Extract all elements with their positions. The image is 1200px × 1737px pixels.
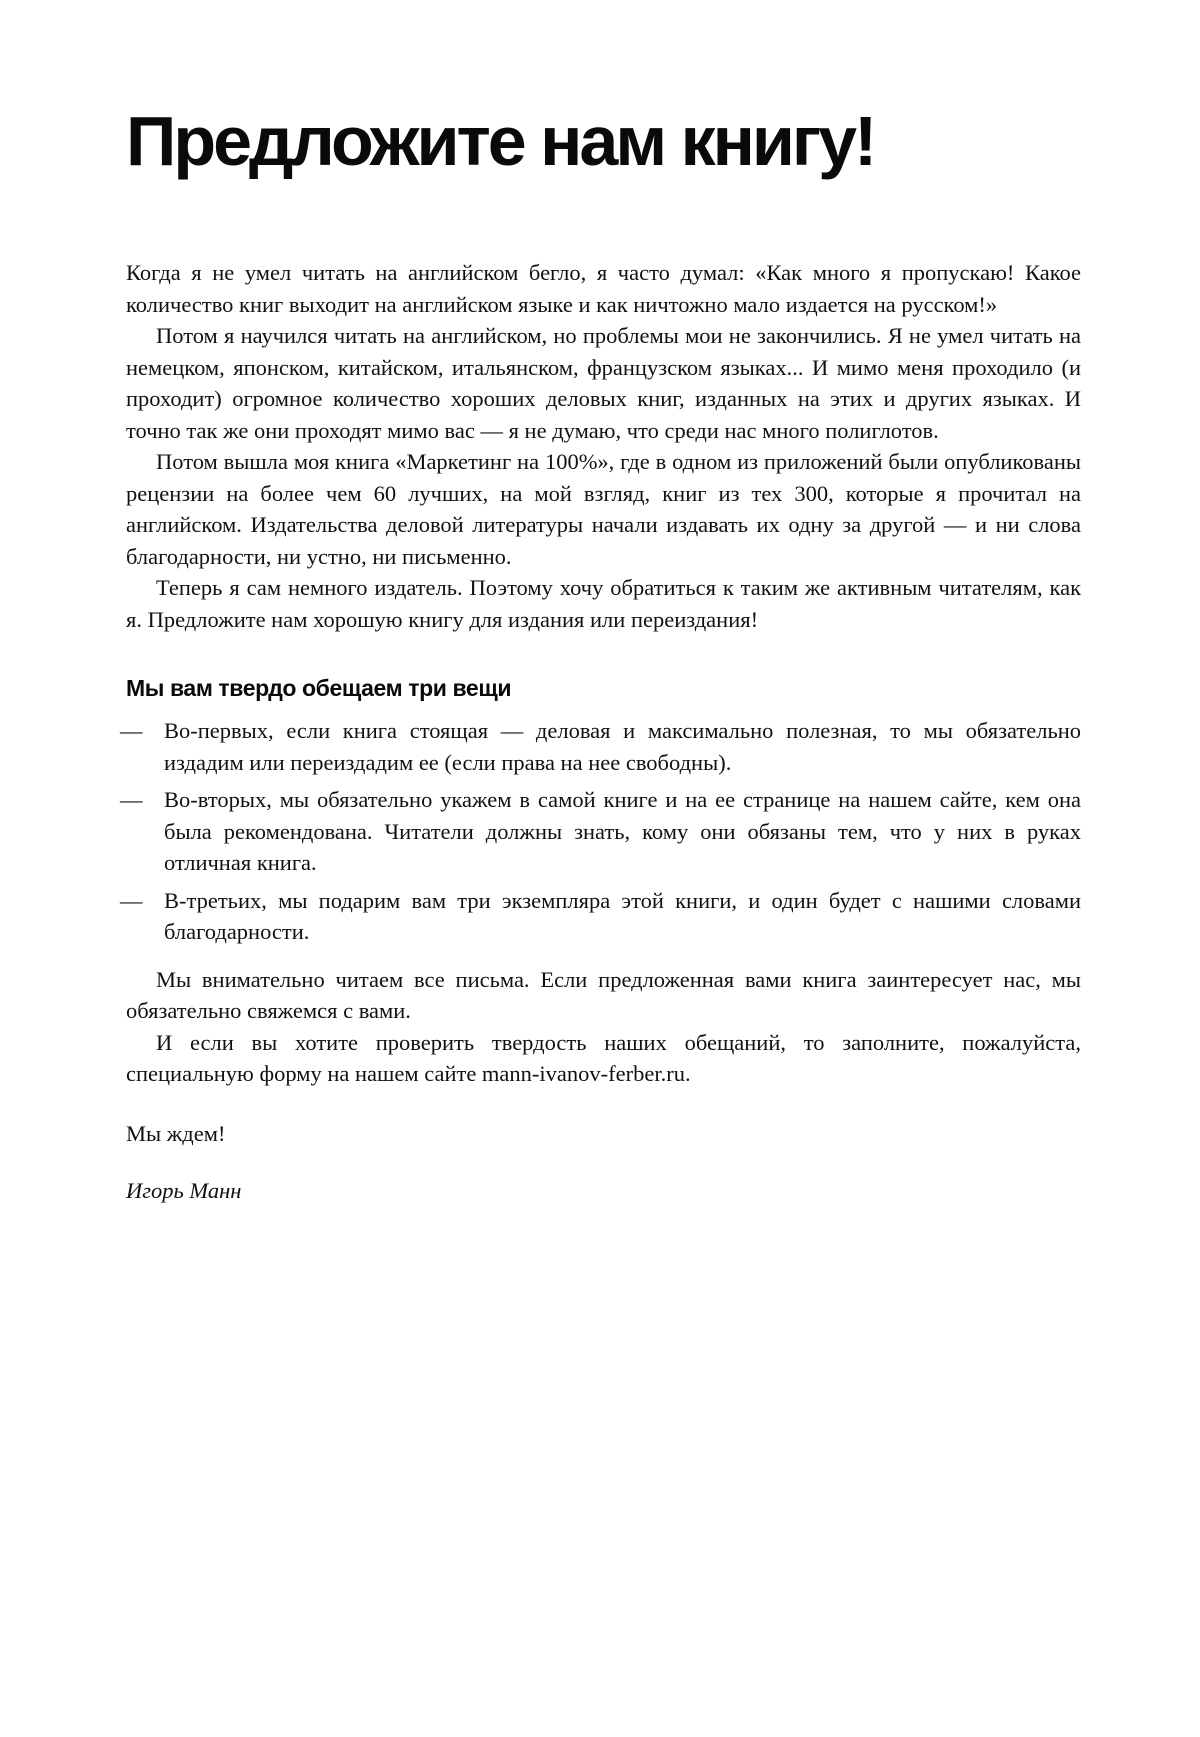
promises-list: [120, 715, 1081, 948]
outro-paragraph: Мы внимательно читаем все письма. Если предложенная вами книга заинтересует нас, мы обязательно свяжемся с вами.: [126, 966, 1081, 1023]
dash-bullet: —: [120, 787, 143, 812]
dash-bullet: —: [120, 718, 143, 743]
intro-paragraph: Когда я не умел читать на английском бегло, я часто думал: «Как много я пропускаю! Какое количество книг выходит на английском языке и как ничтожно мало издается на русском!»: [126, 260, 1081, 317]
page-title: Предложите нам книгу!: [126, 102, 875, 180]
promise-text: В-третьих, мы подарим вам три экземпляра этой книги, и один будет с нашими словами благодарности.: [164, 887, 1081, 944]
promises-heading: Мы вам твердо обещаем три вещи: [126, 675, 512, 701]
promise-text: Во-вторых, мы обязательно укажем в самой книге и на ее странице на нашем сайте, кем она была рекомендована. Читатели должны знать, кому они обязаны тем, что у них в руках отличная книга.: [164, 787, 1081, 875]
outro-paragraph: И если вы хотите проверить твердость наших обещаний, то заполните, пожалуйста, специальную форму на нашем сайте mann-ivanov-ferber.ru.: [126, 1029, 1081, 1086]
intro-paragraph: Потом я научился читать на английском, но проблемы мои не закончились. Я не умел читать на немецком, японском, китайском, итальянском, французском языках... И мимо меня проходило (и проходит) огромное количество хороших деловых книг, изданных на этих и других языках. И точно так же они проходят мимо вас — я не думаю, что среди нас много полиглотов.: [126, 323, 1081, 443]
list-item: [120, 784, 1081, 879]
intro-paragraph: Потом вышла моя книга «Маркетинг на 100%», где в одном из приложений были опубликованы рецензии на более чем 60 лучших, на мой взгляд, книг из тех 300, которые я прочитал на английском. Издательства деловой литературы начали издавать их одну за другой — и ни слова благодарности, ни устно, ни письменно.: [126, 449, 1081, 569]
letter-body: [120, 257, 1081, 1207]
list-item: [120, 885, 1081, 948]
dash-bullet: —: [120, 887, 143, 913]
intro-paragraph: Теперь я сам немного издатель. Поэтому хочу обратиться к таким же активным читателям, как я. Предложите нам хорошую книгу для издания или переиздания!: [126, 575, 1081, 632]
author-signature: Игорь Манн: [126, 1178, 242, 1203]
promise-text: Во-первых, если книга стоящая — деловая и максимально полезная, то мы обязательно издадим или переиздадим ее (если права на нее свободны).: [164, 718, 1081, 775]
closing-line: Мы ждем!: [126, 1120, 226, 1146]
list-item: [120, 715, 1081, 778]
